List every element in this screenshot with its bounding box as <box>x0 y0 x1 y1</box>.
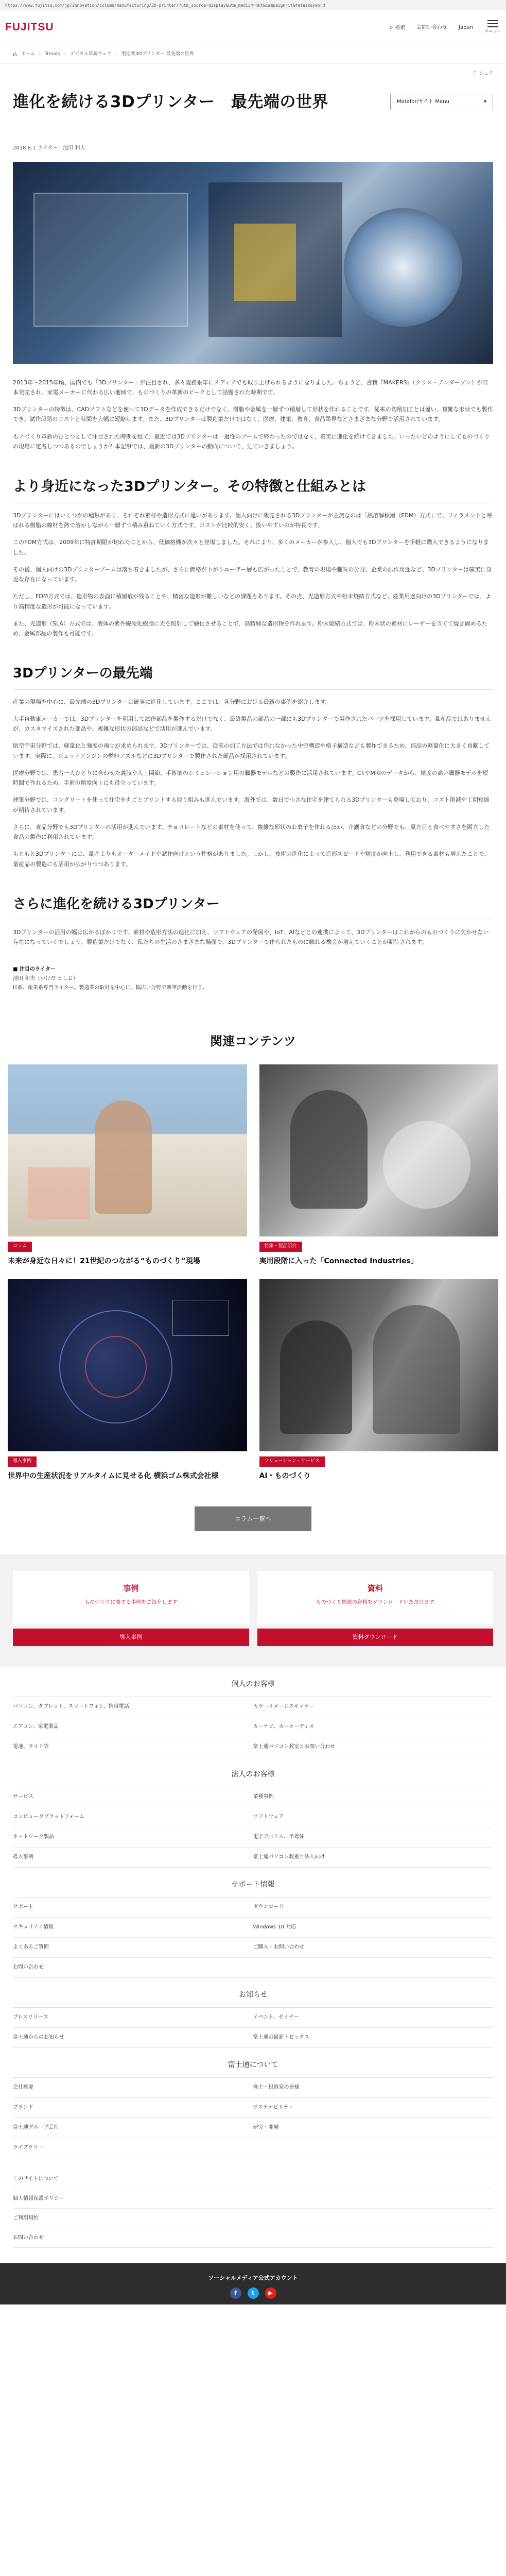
related-contents <box>0 1032 506 1531</box>
browser-url-bar[interactable]: https://www.fujitsu.com/jp/innovation/column/manufacturing/3D-printer/?utm_source=display&utm_medium=nkt&campaign=it&fetaskeyword <box>0 0 506 10</box>
card-tag: 特集・製品紹介 <box>259 1242 302 1252</box>
footer-row <box>13 1918 493 1938</box>
footer-row <box>13 1807 493 1827</box>
footer-section-title: 富士通について <box>13 2048 493 2078</box>
image-shape <box>290 1090 368 1209</box>
paragraph: また、光造形（SLA）方式では、液体の紫外線硬化樹脂に光を照射して硬化させることで、高精細な造形物を作れます。粉末焼結方式では、粉末状の素材にレーザーを当てて焼き固めるため、金属部品の製作も可能です。 <box>13 620 487 637</box>
breadcrumb-current: 製造業3Dプリンター 最先端の世界 <box>121 51 194 57</box>
footer-link[interactable]: コンピュータプラットフォーム <box>13 1814 84 1820</box>
hero-shape <box>234 224 296 301</box>
twitter-icon[interactable]: t <box>248 2287 259 2299</box>
footer-link[interactable]: サポート <box>13 1904 33 1910</box>
search-label: 検索 <box>395 25 406 31</box>
footer-link[interactable]: サステナビリティ <box>253 2105 293 2111</box>
chevron-right-icon: › <box>115 51 117 57</box>
paragraph: もともと3Dプリンターには、量産よりもオーダーメイドや試作向けという性格がありました。しかし、技術の進化によって造形スピードや精度が向上し、利用できる素材も増えたことで、量産品の製造にも活用が広がりつつあります。 <box>13 851 490 868</box>
footer-link[interactable]: カラーイメージスキャナー <box>253 1704 315 1710</box>
footer-link[interactable]: ご利用規約 <box>13 2209 493 2228</box>
card-tag: ソリューション・サービス <box>259 1456 325 1467</box>
card-title: 実用段階に入った「Connected Industries」 <box>259 1257 418 1265</box>
footer-link[interactable]: カーナビ、カーオーディオ <box>253 1724 315 1730</box>
social-icons <box>0 2287 506 2299</box>
cta-box[interactable] <box>13 1571 249 1624</box>
breadcrumb-trends[interactable]: Trends <box>45 51 60 57</box>
hero-shape <box>33 193 188 327</box>
footer-link[interactable] <box>253 2138 494 2158</box>
footer-link[interactable]: ライブラリー <box>13 2145 44 2151</box>
menu-label: メニュー <box>484 29 501 34</box>
footer-link[interactable] <box>253 1958 494 1977</box>
social-title: ソーシャルメディア公式アカウント <box>208 2274 298 2281</box>
footer-link[interactable]: 個人情報保護ポリシー <box>13 2189 493 2209</box>
footer-link[interactable]: 導入事例 <box>13 1854 33 1860</box>
footer-link[interactable]: Windows 10 対応 <box>253 1924 296 1930</box>
cta-box[interactable] <box>257 1571 494 1624</box>
language-link[interactable]: Japan <box>459 24 473 30</box>
page-title: 進化を続ける3Dプリンター 最先端の世界 <box>13 93 328 111</box>
paragraph: 2013年〜2015年頃、国内でも「3Dプリンター」が注目され、多々義務系年にメディアでも取り上げられるようになりました。ちょうど、書籍『MAKERS』（クリス・アンダーソン）が日本発売され、家電メーカーに代わる広い地域で、ものづくりの革新のピークとして話題された時期です。 <box>13 379 488 396</box>
share-bar <box>0 64 506 84</box>
cta-title: 事例 <box>123 1583 139 1593</box>
author-heading: ■ 注目のライター <box>13 966 56 972</box>
footer-link[interactable]: 研究・開発 <box>253 2125 279 2131</box>
footer-row <box>13 2078 493 2098</box>
footer-row <box>13 1827 493 1848</box>
category-select[interactable] <box>390 94 493 110</box>
menu-button[interactable] <box>484 20 501 35</box>
related-grid <box>0 1051 506 1482</box>
image-shape <box>280 1320 352 1434</box>
cta-section <box>0 1554 506 1667</box>
footer-section-title: 法人のお客様 <box>13 1757 493 1787</box>
chevron-right-icon: › <box>39 51 41 57</box>
image-shape <box>28 1167 90 1219</box>
footer-row <box>13 2138 493 2158</box>
card-tag: 導入事例 <box>8 1456 37 1467</box>
footer-row <box>13 1737 493 1757</box>
footer-section-title: サポート情報 <box>13 1868 493 1897</box>
case-study-button[interactable]: 導入事例 <box>13 1629 249 1646</box>
chevron-right-icon: › <box>64 51 66 57</box>
paragraph: 大手自動車メーカーでは、3Dプリンターを利用して試作部品を製作するだけでなく、最終製品の部品の一部にも3Dプリンターで製作されたパーツを採用しています。量産品ではありませんが、カスタマイズされた部品や、複雑な形状の部品などで活用が進んでいます。 <box>13 715 492 733</box>
footer-row <box>13 2098 493 2118</box>
footer-section-title: お知らせ <box>13 1978 493 2008</box>
category-select-value: Metafor/サイト Menu <box>397 99 449 105</box>
paragraph: 建築分野では、コンクリートを使って住宅を丸ごとプリントする取り組みも進んでいます。海外では、数日で小さな住宅を建てられる3Dプリンターも登場しており、コスト削減や工期短縮が期待されています。 <box>13 796 490 814</box>
footer-row <box>13 1958 493 1978</box>
footer-link[interactable]: ソフトウェア <box>253 1814 284 1820</box>
footer-link[interactable]: 電子デバイス、半導体 <box>253 1834 305 1840</box>
article <box>0 90 506 993</box>
author-name: 池田 和夫（いけだ としお） <box>13 975 78 981</box>
paragraph: このFDM方式は、2009年に特許期限が切れたことから、低価格機が次々と登場しました。それにより、多くのメーカーが参入し、個人でも3Dプリンターを手軽に購入できるようになりました。 <box>13 539 489 556</box>
footer-link[interactable]: ダウンロード <box>253 1904 284 1910</box>
title-row <box>13 90 493 114</box>
site-header <box>0 10 506 45</box>
social-bar <box>0 2263 506 2304</box>
footer-link[interactable]: ご購入・お問い合わせ <box>253 1944 305 1951</box>
footer-link[interactable]: セキュリティ情報 <box>13 1924 54 1930</box>
hero-image <box>13 162 493 364</box>
card-title: AI・ものづくり <box>259 1471 311 1480</box>
footer-link[interactable]: ブランド <box>13 2105 33 2111</box>
section-heading: より身近になった3Dプリンター。その特徴と仕組みとは <box>13 476 493 503</box>
footer-link[interactable]: 業種事例 <box>253 1794 274 1800</box>
footer-row <box>13 2028 493 2048</box>
card-image <box>8 1064 247 1236</box>
home-icon[interactable]: ⌂ <box>13 50 17 58</box>
footer-link[interactable]: 会社概要 <box>13 2084 33 2091</box>
paragraph: 3Dプリンターの特徴は、CADソフトなどを使って3Dデータを作成できるだけでなく、樹脂や金属を一層ずつ積層して形状を作れることです。従来の切削加工とは違い、複雑な形状でも製作でき、試作段階のコストと時間を大幅に短縮します。また、3Dプリンターは製造業だけではなく、医療、建築、教育、食品業界などさまざまな分野で活用されています。 <box>13 406 493 423</box>
contact-link[interactable]: お問い合わせ <box>416 24 448 30</box>
spacer <box>13 2248 493 2263</box>
cta-grid <box>13 1571 493 1646</box>
footer-link[interactable]: 株主・投資家の皆様 <box>253 2084 300 2091</box>
related-card[interactable] <box>8 1279 247 1482</box>
footer-link[interactable]: エアコン、家電製品 <box>13 1724 59 1730</box>
author-block <box>13 965 493 993</box>
cta-desc: ものづくりに関する事例をご紹介します <box>84 1600 178 1606</box>
paragraph: 3Dプリンターにはいくつかの種類があり、それぞれ素材や造形方式に違いがあります。個人向けに販売される3Dプリンターが主流なのは「熱溶解積層（FDM）方式」で、フィラメントと呼ばれる樹脂の線材を熱で溶かしながら一層ずつ積み重ねていく方式です。コストが比較的安く、扱いやすいのが特長です。 <box>13 512 493 529</box>
cta-title: 資料 <box>367 1583 383 1593</box>
breadcrumb-home[interactable]: ホーム <box>21 51 35 57</box>
footer-link[interactable]: 富士通グループ会社 <box>13 2125 59 2131</box>
footer-row <box>13 2008 493 2028</box>
logo-text: FUJITSU <box>5 21 54 33</box>
paragraph: その後、個人向けの3Dプリンターブームは落ち着きましたが、さらに価格が下がりユーザー層も広がったことで、教育の現場や趣味の分野、企業の試作用途など、3Dプリンターは確実に身近な存在になっています。 <box>13 566 492 583</box>
paragraph: ただし、FDM方式では、造形物の表面に積層痕が残ることや、精密な造形が難しいなどの課題もあります。その点、光造形方式や粉末焼結方式など、産業用途向けの3Dプリンターでは、より高精度な造形が可能になっています。 <box>13 593 491 610</box>
image-shape <box>85 1336 147 1398</box>
section-heading: 3Dプリンターの最先端 <box>13 663 493 689</box>
paragraph: 産業の現場を中心に、最先端の3Dプリンターは確実に進化しています。ここでは、各分野における最新の事例を紹介します。 <box>13 698 331 705</box>
footer-link[interactable]: 富士通からのお知らせ <box>13 2035 64 2041</box>
breadcrumb-digital[interactable]: デジタル革新ウェブ <box>70 51 112 57</box>
paragraph: 医療分野では、患者一人ひとりに合わせた義肢や人工関節、手術前のシミュレーション用の臓器モデルなどの製作に活用されています。CTやMRIのデータから、精度の高い臓器モデルを短時間で作れるため、手術の精度向上にも役立っています。 <box>13 769 488 787</box>
column-list-button[interactable]: コラム一覧へ <box>195 1506 311 1531</box>
paragraph: 3Dプリンターの活用の幅は広がるばかりです。素材や造形方法の進化に加え、ソフトウェアの発展や、IoT、AIなどとの連携によって、3Dプリンターはこれからのものづくりに欠かせない存在になっていくでしょう。製造業だけでなく、私たちの生活のさまざまな場面で、3Dプリンターで作られたものに触れる機会が増えていくことが期待されます。 <box>13 929 489 946</box>
footer-row <box>13 1938 493 1958</box>
paragraph: さらに、食品分野でも3Dプリンターの活用が進んでいます。チョコレートなどの素材を使って、複雑な形状のお菓子を作れるほか、介護食などの分野でも、見た目と食べやすさを両立した食品の製作に利用されています。 <box>13 823 490 841</box>
footer-link[interactable]: 富士通パソコン教室と法人向け <box>253 1854 325 1860</box>
fujitsu-logo[interactable] <box>5 19 54 36</box>
footer-link[interactable]: ネットワーク製品 <box>13 1834 54 1840</box>
share-label[interactable]: シェア <box>479 71 493 77</box>
related-card[interactable] <box>8 1064 247 1267</box>
related-card[interactable] <box>259 1279 499 1482</box>
search-button[interactable] <box>389 22 405 33</box>
footer-row <box>13 2118 493 2138</box>
cta-case <box>13 1571 249 1646</box>
card-image <box>259 1279 499 1451</box>
footer-row <box>13 1717 493 1737</box>
facebook-icon[interactable]: f <box>230 2287 241 2299</box>
download-button[interactable]: 資料ダウンロード <box>257 1629 494 1646</box>
cta-desc: ものづくり関連の資料をダウンロードいただけます <box>316 1600 434 1606</box>
footer-row <box>13 1848 493 1868</box>
share-icon[interactable]: ⤴ <box>472 71 477 77</box>
footer-row <box>13 1697 493 1717</box>
footer-link[interactable]: 電池、ライト等 <box>13 1744 49 1750</box>
image-shape <box>373 1305 460 1434</box>
section-heading: さらに進化を続ける3Dプリンター <box>13 894 493 920</box>
footer-section-title: 個人のお客様 <box>13 1667 493 1697</box>
footer-link[interactable]: プレスリリース <box>13 2014 48 2021</box>
article-meta: 2018.8.1 ライター：池田 和夫 <box>13 145 85 151</box>
footer-link[interactable]: パソコン、タブレット、スマートフォン、携帯電話 <box>13 1704 129 1710</box>
footer-link[interactable]: よくあるご質問 <box>13 1944 49 1951</box>
paragraph: もノづくり革新のひとつとして注目された時期を経て、最近では3Dプリンターは一過性のブームで終わったのではなく、着実に進化を続けてきました。いったいどのようにしてものづくりの現場に定着しつつあるのでしょうか？本記事では、最新の3Dプリンターの動向について、見ていきましょう。 <box>13 433 490 450</box>
hero-shape <box>344 208 462 327</box>
search-icon: ⌕ <box>389 23 393 31</box>
spacer <box>13 2158 493 2170</box>
card-image <box>259 1064 499 1236</box>
cta-docs <box>257 1571 494 1646</box>
chevron-down-icon: ▾ <box>483 99 486 105</box>
image-shape <box>383 1121 470 1209</box>
card-title: 未来が身近な日々に！21世紀のつながる“ものづくり”現場 <box>8 1257 200 1265</box>
footer-nav <box>0 1667 506 2263</box>
header-actions <box>389 20 501 35</box>
paragraph: 航空宇宙分野では、軽量化と強度の両立が求められます。3Dプリンターでは、従来の加工方法では作れなかった中空構造や格子構造なども製作できるため、部品の軽量化に大きく貢献しています。実際に、ジェットエンジンの燃料ノズルなどに3Dプリンターで製作された部品が採用されています。 <box>13 742 490 759</box>
footer-link[interactable]: このサイトについて <box>13 2170 493 2189</box>
breadcrumb <box>0 45 506 64</box>
footer-link[interactable]: サービス <box>13 1794 33 1800</box>
related-title: 関連コンテンツ <box>210 1033 296 1048</box>
related-card[interactable] <box>259 1064 499 1267</box>
footer-link[interactable]: 富士通パソコン教室とお問い合わせ <box>253 1744 336 1750</box>
youtube-icon[interactable]: ▶ <box>265 2287 276 2299</box>
card-image <box>8 1279 247 1451</box>
footer-link[interactable]: イベント、セミナー <box>253 2014 299 2021</box>
card-tag: コラム <box>8 1242 32 1252</box>
footer-row <box>13 1787 493 1807</box>
footer-link[interactable]: お問い合わせ <box>13 2228 493 2248</box>
card-title: 世界中の生産状況をリアルタイムに見せる化 横浜ゴム株式会社様 <box>8 1471 219 1480</box>
footer-link[interactable]: お問い合わせ <box>13 1964 44 1971</box>
hamburger-icon <box>487 20 498 27</box>
footer-row <box>13 1897 493 1918</box>
image-shape <box>95 1100 152 1214</box>
footer-link[interactable]: 富士通の最新トピックス <box>253 2035 309 2041</box>
image-shape <box>172 1300 229 1336</box>
author-bio: IT系、産業系専門ライター。製造業の取材を中心に、幅広い分野で執筆活動を行う。 <box>13 985 208 991</box>
